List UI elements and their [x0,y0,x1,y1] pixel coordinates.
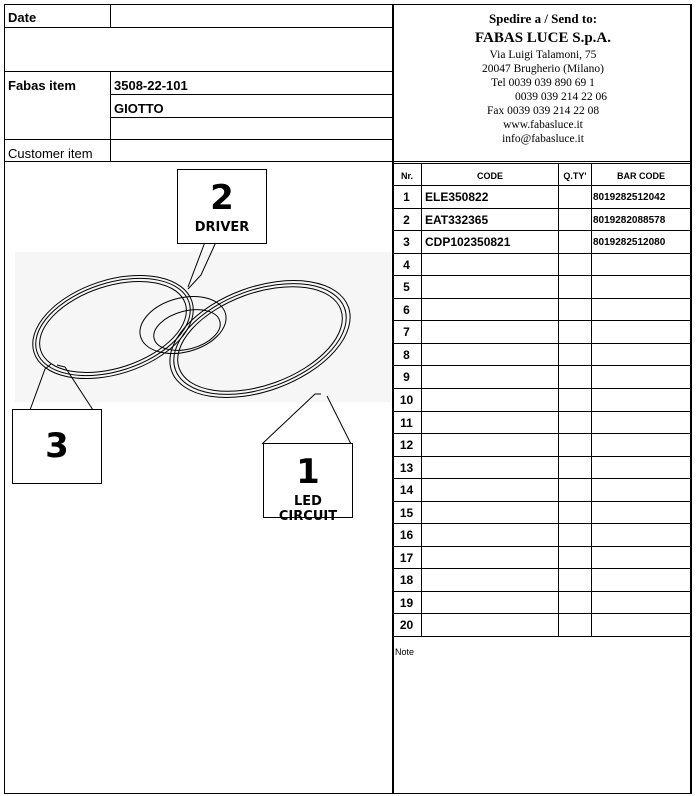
callout-driver-number: 2 [210,178,234,218]
table-row[interactable] [392,253,692,276]
callout-led-label: LED CIRCUIT [278,494,338,524]
row-nr: 2 [403,213,410,227]
table-row[interactable] [392,275,692,298]
table-row[interactable] [392,568,692,591]
customer-item-label: Customer item [8,146,93,161]
table-row[interactable] [392,501,692,524]
row-nr: 17 [399,551,414,565]
table-row[interactable] [392,185,692,208]
row-nr: 14 [399,483,414,497]
callout-driver [177,169,267,244]
address-email[interactable]: info@fabasluce.it [502,133,584,145]
table-row[interactable] [392,230,692,253]
drawing-background [15,252,391,402]
row-nr: 16 [399,528,414,542]
address-tel1: Tel 0039 039 890 69 1 [491,77,595,89]
table-row[interactable] [392,456,692,479]
table-row[interactable] [392,388,692,411]
row-nr: 20 [399,618,414,632]
row-nr: 10 [399,393,414,407]
callout-led-number: 1 [296,452,320,492]
row-nr: 3 [403,235,410,249]
table-row[interactable] [392,478,692,501]
row-nr: 11 [400,416,413,430]
col-header-barcode: BAR CODE [616,171,665,181]
table-row[interactable] [392,523,692,546]
fabas-item-name: GIOTTO [114,101,164,116]
col-header-qty: Q.TY' [563,171,587,181]
address-fax: Fax 0039 039 214 22 08 [486,105,600,117]
col-header-nr: Nr. [400,171,413,181]
table-row[interactable] [392,208,692,231]
callout-part-3-number: 3 [45,426,69,466]
callout-driver-label: DRIVER [194,220,250,235]
row-code: ELE350822 [425,190,489,204]
table-row[interactable] [392,591,692,614]
address-web[interactable]: www.fabasluce.it [503,119,583,131]
table-row[interactable] [392,320,692,343]
row-barcode: 8019282512080 [593,237,666,248]
row-nr: 4 [403,258,410,272]
table-row[interactable] [392,298,692,321]
row-barcode: 8019282512042 [593,192,666,203]
callout-part-3 [12,409,102,484]
row-code: CDP102350821 [425,235,511,249]
address-city: 20047 Brugherio (Milano) [481,63,604,75]
col-header-code: CODE [476,171,503,181]
table-row[interactable] [392,365,692,388]
table-row[interactable] [392,433,692,456]
address-street: Via Luigi Talamoni, 75 [489,49,597,61]
row-nr: 1 [403,190,410,204]
row-nr: 18 [399,573,414,587]
table-row[interactable] [392,343,692,366]
note-area[interactable] [393,660,689,792]
note-label: Note [395,647,415,657]
row-nr: 8 [403,348,410,362]
row-nr: 7 [403,325,410,339]
table-row[interactable] [392,613,692,636]
date-label: Date [8,10,37,25]
table-row[interactable] [392,546,692,569]
row-nr: 13 [399,461,414,475]
address-tel2: 0039 039 214 22 06 [515,91,607,103]
row-barcode: 8019282088578 [593,215,666,226]
row-nr: 19 [399,596,414,610]
row-nr: 12 [399,438,414,452]
row-nr: 6 [403,303,410,317]
fabas-item-code: 3508-22-101 [114,78,188,93]
row-nr: 5 [403,280,410,294]
callout-led-circuit [263,443,353,524]
fabas-item-label: Fabas item [8,78,76,93]
row-code: EAT332365 [425,213,489,227]
address-company: FABAS LUCE S.p.A. [474,30,611,46]
row-nr: 9 [403,370,410,384]
row-nr: 15 [399,506,414,520]
table-row[interactable] [392,411,692,434]
address-title: Spedire a / Send to: [488,11,598,26]
